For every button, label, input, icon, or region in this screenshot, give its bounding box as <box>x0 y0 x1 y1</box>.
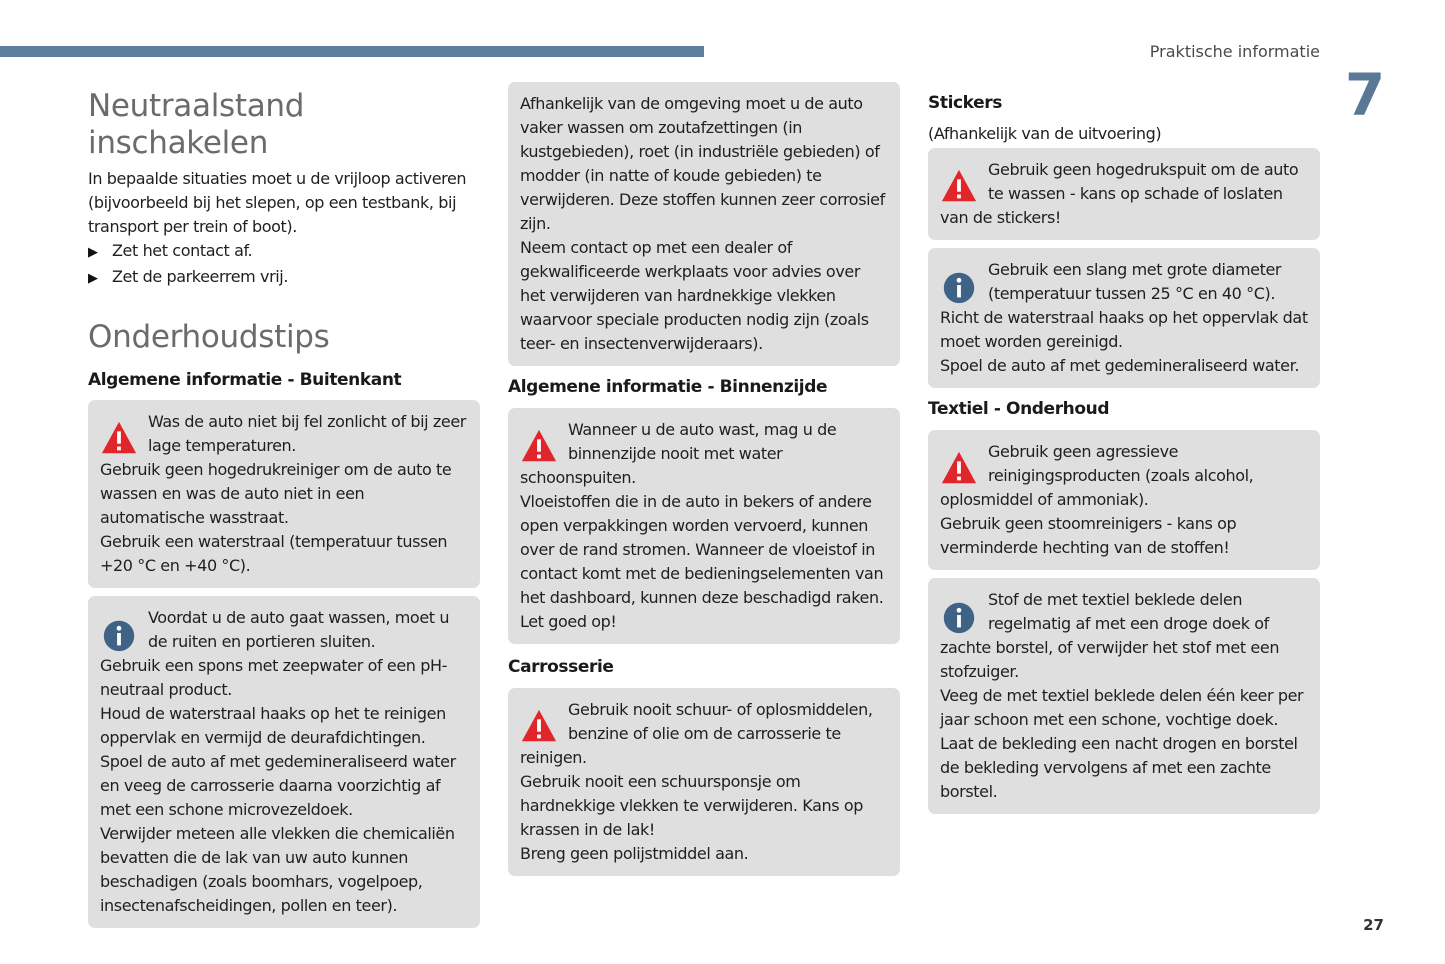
arrow-icon: ▶ <box>88 271 98 287</box>
info-icon <box>940 596 978 636</box>
warning-text: Gebruik geen hogedrukspuit om de auto te wassen - kans op schade of loslaten van de stickers! <box>940 159 1299 227</box>
info-box-hose <box>928 248 1320 388</box>
warning-box-textile <box>928 430 1320 570</box>
warning-text: Gebruik een waterstraal (temperatuur tussen +20 °C en +40 °C). <box>100 532 448 576</box>
warning-box-exterior <box>88 400 480 588</box>
environment-box <box>508 82 900 366</box>
warning-icon <box>940 448 978 488</box>
box-text: Neem contact op met een dealer of gekwalificeerde werkplaats voor advies over het verwijderen van hardnekkige vlekken waarvoor speciale producten nodig zijn (zoals teer- en insectenverwijderaars). <box>520 238 869 353</box>
warning-text: Gebruik geen agressieve reinigingsproducten (zoals alcohol, oplosmiddel of ammoniak). <box>940 441 1254 509</box>
warning-text: Was de auto niet bij fel zonlicht of bij zeer lage temperaturen. <box>148 412 466 456</box>
warning-text: Vloeistoffen die in de auto in bekers of andere open verpakkingen worden vervoerd, kunnen over de rand stromen. Wanneer de vloeistof in contact komt met de bedieningselementen van het dashboard, kunnen deze beschadigd raken. Let goed op! <box>520 491 884 631</box>
info-icon <box>940 266 978 306</box>
info-text: Stof de met textiel beklede delen regelmatig af met een droge doek of zachte borstel, of verwijder het stof met een stofzuiger. <box>940 589 1280 681</box>
info-box-exterior <box>88 596 480 928</box>
info-text: Houd de waterstraal haaks op het te reinigen oppervlak en vermijd de deurafdichtingen. <box>100 704 446 748</box>
subtitle-stickers: Stickers <box>928 93 1002 113</box>
page-number: 27 <box>1363 916 1384 934</box>
stickers-note: (Afhankelijk van de uitvoering) <box>928 123 1162 143</box>
box-text: Afhankelijk van de omgeving moet u de auto vaker wassen om zoutafzettingen (in kustgebieden), roet (in industriële gebieden) of modder (in natte of koude gebieden) te verwijderen. Deze stoffen kunnen zeer corrosief zijn. <box>520 94 885 233</box>
info-box-textile <box>928 578 1320 814</box>
subtitle-textile: Textiel - Onderhoud <box>928 398 1110 419</box>
column-2 <box>508 80 900 876</box>
warning-text: Gebruik nooit schuur- of oplosmiddelen, benzine of olie om de carrosserie te reinigen. <box>520 699 873 767</box>
arrow-icon: ▶ <box>88 245 98 261</box>
info-text: Gebruik een slang met grote diameter (temperatuur tussen 25 °C en 40 °C). <box>988 259 1282 303</box>
warning-icon <box>520 426 558 466</box>
warning-box-bodywork <box>508 688 900 876</box>
info-text: Spoel de auto af met gedemineraliseerd water. <box>940 355 1300 375</box>
column-3 <box>928 80 1320 814</box>
warning-text: Gebruik geen hogedrukreiniger om de auto te wassen en was de auto niet in een automatische wasstraat. <box>100 460 452 528</box>
info-text: Gebruik een spons met zeepwater of een pH-neutraal product. <box>100 656 447 700</box>
subtitle-bodywork: Carrosserie <box>508 656 614 677</box>
subtitle-exterior: Algemene informatie - Buitenkant <box>88 369 402 390</box>
header-accent-bar <box>0 46 704 57</box>
subtitle-interior: Algemene informatie - Binnenzijde <box>508 377 828 397</box>
heading-neutral: Neutraalstand inschakelen <box>88 88 305 162</box>
warning-box-stickers <box>928 148 1320 240</box>
warning-icon <box>100 418 138 458</box>
info-text: Veeg de met textiel beklede delen één keer per jaar schoon met een schone, vochtige doek. <box>940 685 1304 729</box>
neutral-intro: In bepaalde situaties moet u de vrijloop activeren (bijvoorbeeld bij het slepen, op een testbank, bij transport per trein of boot). <box>88 169 467 237</box>
warning-box-interior <box>508 408 900 644</box>
info-text: Laat de bekleding een nacht drogen en borstel de bekleding vervolgens af met een zachte borstel. <box>940 733 1298 801</box>
warning-text: Gebruik geen stoomreinigers - kans op verminderde hechting van de stoffen! <box>940 513 1237 557</box>
warning-icon <box>520 706 558 746</box>
section-title: Praktische informatie <box>1149 42 1320 61</box>
warning-text: Gebruik nooit een schuursponsje om hardnekkige vlekken te verwijderen. Kans op krassen in de lak! <box>520 771 864 839</box>
info-text: Spoel de auto af met gedemineraliseerd water en veeg de carrosserie daarna voorzichtig af met een schone microvezeldoek. <box>100 752 456 820</box>
info-text: Verwijder meteen alle vlekken die chemicaliën bevatten die de lak van uw auto kunnen beschadigen (zoals boomhars, vogelpoep, insectenafscheidingen, pollen en teer). <box>100 824 455 916</box>
warning-text: Wanneer u de auto wast, mag u de binnenzijde nooit met water schoonspuiten. <box>520 419 837 487</box>
column-1 <box>88 80 480 928</box>
info-icon <box>100 614 138 654</box>
info-text: Richt de waterstraal haaks op het oppervlak dat moet worden gereinigd. <box>940 307 1308 351</box>
info-text: Voordat u de auto gaat wassen, moet u de ruiten en portieren sluiten. <box>148 608 450 652</box>
step-item: ▶ Zet de parkeerrem vrij. <box>88 265 480 291</box>
warning-icon <box>940 166 978 206</box>
heading-maintenance: Onderhoudstips <box>88 319 330 356</box>
chapter-number: 7 <box>1344 61 1386 129</box>
step-item: ▶ Zet het contact af. <box>88 239 480 265</box>
warning-text: Breng geen polijstmiddel aan. <box>520 843 749 863</box>
